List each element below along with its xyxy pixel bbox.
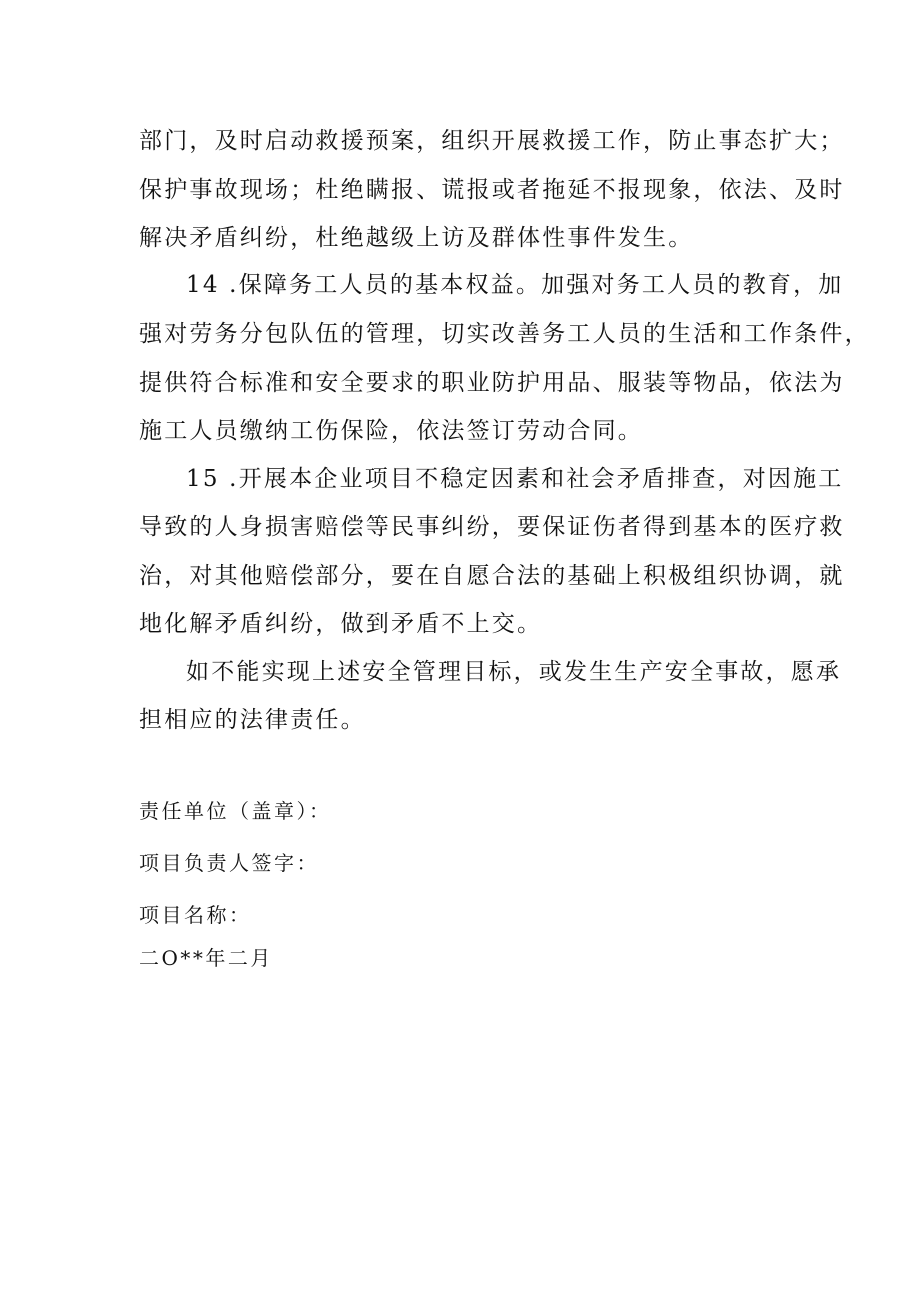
paragraph-1-line-1: 部门，及时启动救援预案，组织开展救援工作，防止事态扩大； [139,128,845,154]
paragraph-14-line-2: 强对劳务分包队伍的管理，切实改善务工人员的生活和工作条件， [139,321,870,347]
project-manager-signature-label: 项目负责人签字： [139,851,319,875]
document-date: 二O**年二月 [139,946,273,970]
commitment-line-1: 如不能实现上述安全管理目标，或发生生产安全事故，愿承 [186,659,842,685]
commitment-line-2: 担相应的法律责任。 [139,707,366,733]
paragraph-14-line-3: 提供符合标准和安全要求的职业防护用品、服装等物品，依法为 [139,370,845,396]
paragraph-14-line-1: 14 .保障务工人员的基本权益。加强对务工人员的教育，加 [186,272,844,298]
paragraph-14-line-4: 施工人员缴纳工伤保险，依法签订劳动合同。 [139,418,643,444]
paragraph-15-line-2: 导致的人身损害赔偿等民事纠纷，要保证伤者得到基本的医疗救 [139,514,845,540]
paragraph-1-line-3: 解决矛盾纠纷，杜绝越级上访及群体性事件发生。 [139,225,694,251]
paragraph-15-line-1: 15 .开展本企业项目不稳定因素和社会矛盾排查，对因施工 [186,466,844,492]
project-name-label: 项目名称： [139,903,252,927]
responsible-unit-label: 责任单位（盖章）： [139,799,332,823]
paragraph-1-line-2: 保护事故现场；杜绝瞒报、谎报或者拖延不报现象，依法、及时 [139,177,845,203]
paragraph-15-line-4: 地化解矛盾纠纷，做到矛盾不上交。 [139,611,543,637]
paragraph-15-line-3: 治，对其他赔偿部分，要在自愿合法的基础上积极组织协调，就 [139,563,845,589]
